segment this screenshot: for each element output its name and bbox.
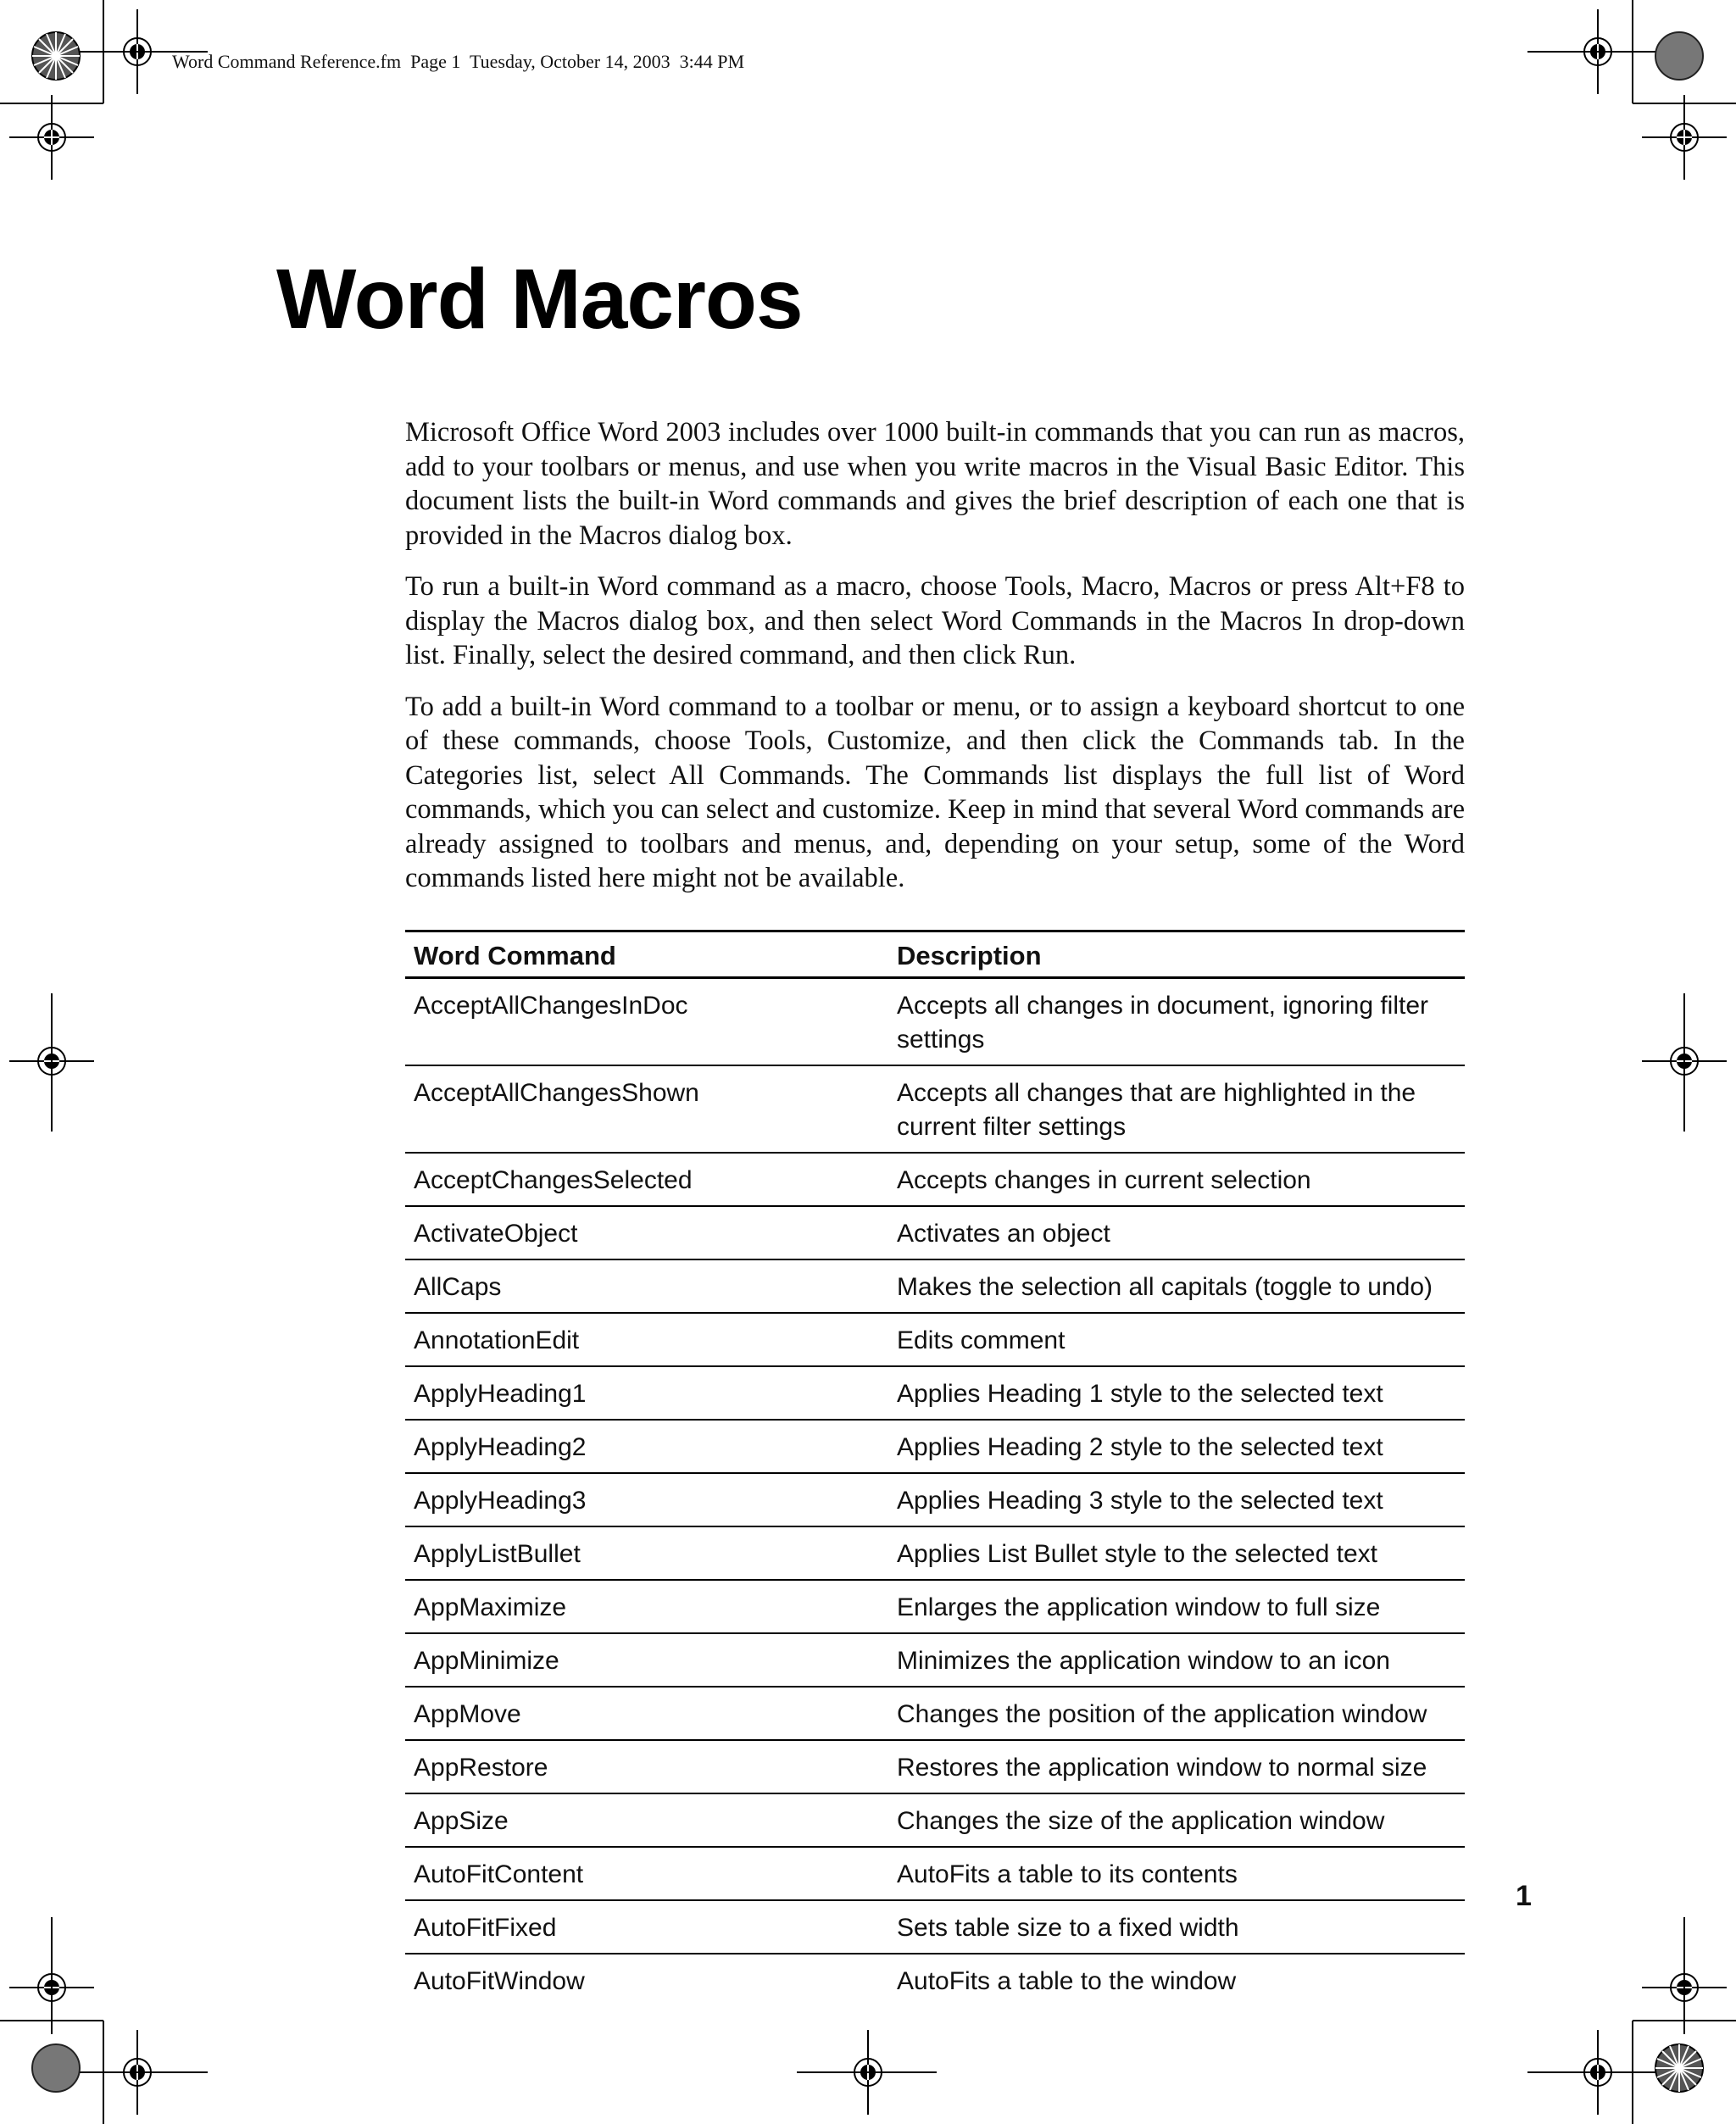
description-cell: AutoFits a table to the window	[897, 1967, 1237, 1995]
table-row	[405, 1153, 1465, 1206]
table-row	[405, 1633, 1465, 1687]
table-row	[405, 1259, 1465, 1313]
description-cell: Changes the size of the application window	[888, 1793, 1465, 1847]
command-cell: AcceptChangesSelected	[405, 1153, 888, 1206]
registration-mark-icon	[9, 95, 94, 180]
header-slug: Word Command Reference.fm Page 1 Tuesday, October 14, 2003 3:44 PM	[172, 51, 745, 72]
table-row	[405, 978, 1465, 1066]
column-header-command: Word Command	[405, 931, 888, 978]
word-commands-table	[405, 930, 1465, 2006]
intro-paragraph: To run a built-in Word command as a macro, choose Tools, Macro, Macros or press Alt+F8 to display the Macros dialog box, and then select Word Commands in the Macros In drop-down list. Finally, select the desired command, and then click Run.	[405, 571, 1465, 670]
command-cell: AcceptAllChangesInDoc	[405, 978, 888, 1066]
description-cell: Applies List Bullet style to the selected text	[888, 1526, 1465, 1580]
command-cell: AppMaximize	[405, 1580, 888, 1633]
starburst-mark-icon	[1655, 2044, 1703, 2092]
table-row	[405, 1420, 1465, 1473]
description-cell: Accepts all changes in document, ignoring filter settings	[888, 978, 1465, 1066]
command-cell: AppMinimize	[405, 1633, 888, 1687]
command-cell: AutoFitFixed	[405, 1900, 888, 1954]
description-cell: Enlarges the application window to full size	[888, 1580, 1465, 1633]
command-cell: AppSize	[405, 1793, 888, 1847]
page-number: 1	[1516, 1880, 1532, 1912]
table-row	[405, 1473, 1465, 1526]
table-row	[405, 1900, 1465, 1954]
description-cell: Makes the selection all capitals (toggle to undo)	[888, 1259, 1465, 1313]
command-cell: ApplyHeading1	[405, 1366, 888, 1420]
table-row	[405, 1740, 1465, 1793]
table-row	[405, 1954, 1465, 2006]
description-cell: Applies Heading 3 style to the selected text	[888, 1473, 1465, 1526]
density-dot-icon	[1655, 32, 1703, 80]
description-cell: Activates an object	[888, 1206, 1465, 1259]
table-row	[405, 1687, 1465, 1740]
command-cell: AppRestore	[405, 1740, 888, 1793]
description-cell: AutoFits a table to its contents	[888, 1847, 1465, 1900]
command-cell: AppMove	[405, 1687, 888, 1740]
description-cell: Sets table size to a fixed width	[888, 1900, 1465, 1954]
command-cell: ApplyHeading2	[405, 1420, 888, 1473]
command-cell: ActivateObject	[405, 1206, 888, 1259]
intro-section	[405, 415, 1465, 913]
description-cell: Accepts all changes that are highlighted in the current filter settings	[888, 1065, 1465, 1153]
command-cell: ApplyHeading3	[405, 1473, 888, 1526]
table-row	[405, 1366, 1465, 1420]
command-cell: ApplyListBullet	[405, 1526, 888, 1580]
description-cell: Applies Heading 2 style to the selected text	[888, 1420, 1465, 1473]
command-cell: AcceptAllChangesShown	[405, 1065, 888, 1153]
description-cell: Edits comment	[888, 1313, 1465, 1366]
command-cell: AllCaps	[405, 1259, 888, 1313]
table-row	[405, 1847, 1465, 1900]
intro-paragraph: To add a built-in Word command to a toolbar or menu, or to assign a keyboard shortcut to one of these commands, choose Tools, Customize, and then click the Commands tab. In the Categories list, select All Commands. The Commands list displays the full list of Word commands, which you can select and customize. Keep in mind that several Word commands are already assigned to toolbars and menus, and, depending on your setup, some of the Word commands listed here might not be available.	[405, 691, 1465, 893]
description-cell: Restores the application window to normal size	[888, 1740, 1465, 1793]
description-cell: Applies Heading 1 style to the selected text	[888, 1366, 1465, 1420]
intro-paragraph: Microsoft Office Word 2003 includes over 1000 built-in commands that you can run as macros, add to your toolbars or menus, and use when you write macros in the Visual Basic Editor. This document lists the built-in Word commands and gives the brief description of each one that is provided in the Macros dialog box.	[405, 417, 1465, 551]
density-dot-icon	[32, 2044, 80, 2092]
table-row	[405, 1793, 1465, 1847]
registration-mark-icon	[1642, 95, 1727, 180]
table-row	[405, 1206, 1465, 1259]
description-cell: Minimizes the application window to an icon	[888, 1633, 1465, 1687]
command-cell: AnnotationEdit	[405, 1313, 888, 1366]
command-cell: AutoFitWindow	[414, 1967, 585, 1995]
description-cell: Accepts changes in current selection	[888, 1153, 1465, 1206]
command-cell: AutoFitContent	[405, 1847, 888, 1900]
description-cell: Changes the position of the application window	[888, 1687, 1465, 1740]
table-row	[405, 1065, 1465, 1153]
table-row	[405, 1313, 1465, 1366]
starburst-mark-icon	[32, 32, 80, 80]
page-title: Word Macros	[276, 252, 803, 347]
column-header-description: Description	[888, 931, 1465, 978]
table-row	[405, 1526, 1465, 1580]
table-row	[405, 1580, 1465, 1633]
table-header-row	[405, 931, 1465, 978]
